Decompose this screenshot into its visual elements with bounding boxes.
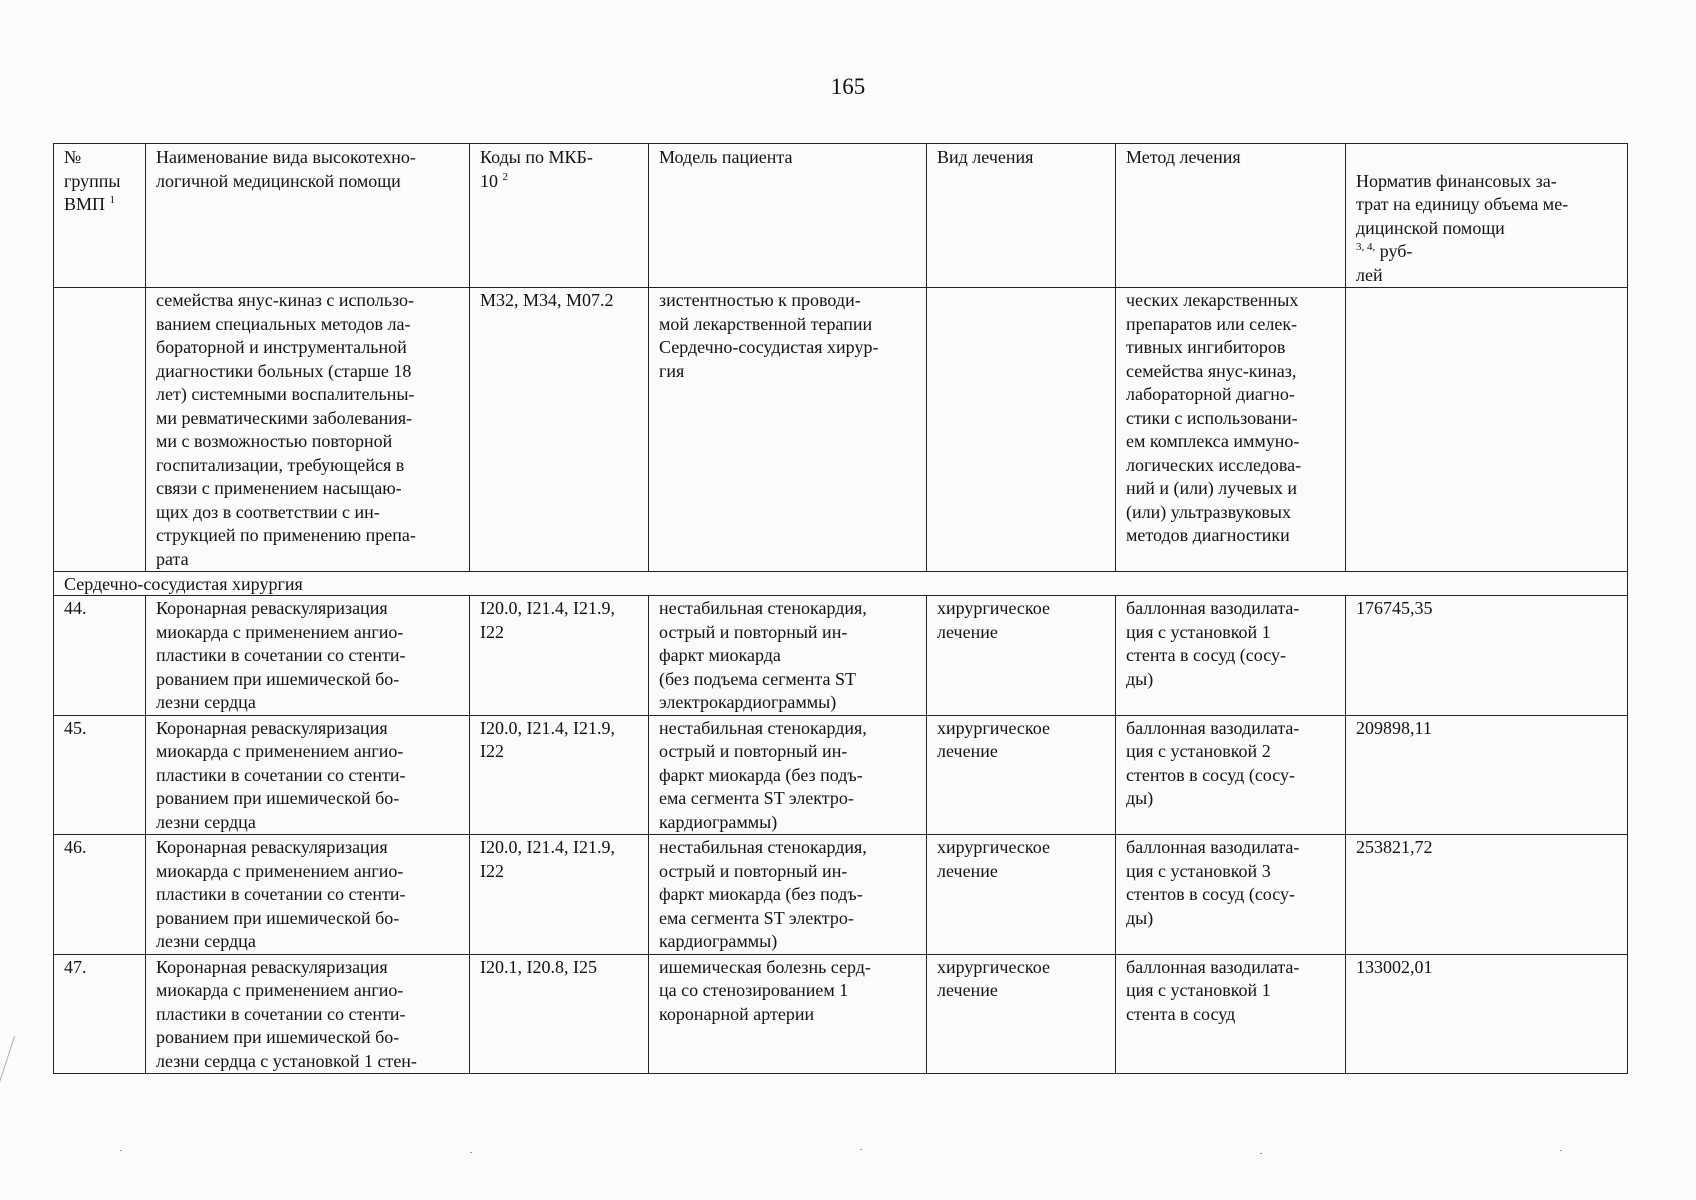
continuation-row bbox=[54, 288, 1628, 572]
header-norm: Норматив финансовых за- трат на единицу объема ме- дицинской помощи $^{3, 4,}$ руб- лей bbox=[1346, 144, 1628, 288]
header-treatment-type: Вид лечения bbox=[927, 144, 1116, 288]
section-row bbox=[54, 572, 1628, 596]
scan-speck bbox=[860, 1149, 862, 1150]
scan-artifact-mark bbox=[0, 1036, 33, 1086]
group-number: 46. bbox=[54, 835, 146, 955]
header-group-number: № группы ВМП $^1$ bbox=[54, 144, 146, 288]
page-number: 165 bbox=[830, 74, 866, 99]
icd-codes: I20.0, I21.4, I21.9, I22 bbox=[470, 596, 649, 716]
group-number: 45. bbox=[54, 715, 146, 835]
care-name: Коронарная реваскуляризация миокарда с применением ангио- пластики в сочетании со стенти- рованием при ишемической бо- лезни сердца bbox=[146, 715, 470, 835]
cost-norm: 133002,01 bbox=[1346, 954, 1628, 1074]
scan-speck bbox=[120, 1150, 122, 1151]
icd-codes: I20.1, I20.8, I25 bbox=[470, 954, 649, 1074]
cost-norm: 253821,72 bbox=[1346, 835, 1628, 955]
table-row bbox=[54, 715, 1628, 835]
continuation-number bbox=[54, 288, 146, 572]
continuation-type bbox=[927, 288, 1116, 572]
care-name: Коронарная реваскуляризация миокарда с применением ангио- пластики в сочетании со стенти- рованием при ишемической бо- лезни сердца с установкой 1 стен- bbox=[146, 954, 470, 1074]
group-number: 47. bbox=[54, 954, 146, 1074]
patient-model: ишемическая болезнь серд- ца со стенозированием 1 коронарной артерии bbox=[649, 954, 927, 1074]
icd-codes: I20.0, I21.4, I21.9, I22 bbox=[470, 835, 649, 955]
continuation-method: ческих лекарственных препаратов или селек- тивных ингибиторов семейства янус-киназ, лабораторной диагно- стики с использовани- ем комплекса иммуно- логических исследова- ний и (или) лучевых и (или) ультразвуковых методов диагностики bbox=[1116, 288, 1346, 572]
treatment-type: хирургическое лечение bbox=[927, 715, 1116, 835]
continuation-codes: M32, M34, M07.2 bbox=[470, 288, 649, 572]
patient-model: нестабильная стенокардия, острый и повторный ин- фаркт миокарда (без подъ- ема сегмента ST электро- кардиограммы) bbox=[649, 715, 927, 835]
patient-model: нестабильная стенокардия, острый и повторный ин- фаркт миокарда (без подъ- ема сегмента ST электро- кардиограммы) bbox=[649, 835, 927, 955]
table-row bbox=[54, 954, 1628, 1074]
care-name: Коронарная реваскуляризация миокарда с применением ангио- пластики в сочетании со стенти- рованием при ишемической бо- лезни сердца bbox=[146, 835, 470, 955]
header-row bbox=[54, 144, 1628, 288]
table-row bbox=[54, 596, 1628, 716]
continuation-model: зистентностью к проводи- мой лекарственной терапии Сердечно-сосудистая хирур- гия bbox=[649, 288, 927, 572]
treatment-method: баллонная вазодилата- ция с установкой 3 стентов в сосуд (сосу- ды) bbox=[1116, 835, 1346, 955]
treatment-type: хирургическое лечение bbox=[927, 596, 1116, 716]
treatment-method: баллонная вазодилата- ция с установкой 1 стента в сосуд bbox=[1116, 954, 1346, 1074]
continuation-norm bbox=[1346, 288, 1628, 572]
treatment-type: хирургическое лечение bbox=[927, 954, 1116, 1074]
icd-codes: I20.0, I21.4, I21.9, I22 bbox=[470, 715, 649, 835]
patient-model: нестабильная стенокардия, острый и повторный ин- фаркт миокарда (без подъема сегмента ST электрокардиограммы) bbox=[649, 596, 927, 716]
header-method: Метод лечения bbox=[1116, 144, 1346, 288]
header-model: Модель пациента bbox=[649, 144, 927, 288]
cost-norm: 176745,35 bbox=[1346, 596, 1628, 716]
section-title: Сердечно-сосудистая хирургия bbox=[54, 572, 1628, 596]
group-number: 44. bbox=[54, 596, 146, 716]
vmp-table bbox=[53, 143, 1628, 1074]
scan-speck bbox=[470, 1152, 472, 1153]
scan-speck bbox=[1260, 1153, 1262, 1154]
continuation-name: семейства янус-киназ с использо- ванием специальных методов ла- бораторной и инструментальной диагностики больных (старше 18 лет) системными воспалительны- ми ревматическими заболевания- ми с возможностью повторной госпитализации, требующейся в связи с применением насыщаю- щих доз в соответствии с ин- струкцией по применению препа- рата bbox=[146, 288, 470, 572]
header-name: Наименование вида высокотехно- логичной медицинской помощи bbox=[146, 144, 470, 288]
care-name: Коронарная реваскуляризация миокарда с применением ангио- пластики в сочетании со стенти- рованием при ишемической бо- лезни сердца bbox=[146, 596, 470, 716]
cost-norm: 209898,11 bbox=[1346, 715, 1628, 835]
treatment-type: хирургическое лечение bbox=[927, 835, 1116, 955]
table-row bbox=[54, 835, 1628, 955]
scan-speck bbox=[1560, 1150, 1562, 1151]
header-codes: Коды по МКБ- 10 $^2$ bbox=[470, 144, 649, 288]
treatment-method: баллонная вазодилата- ция с установкой 2 стентов в сосуд (сосу- ды) bbox=[1116, 715, 1346, 835]
treatment-method: баллонная вазодилата- ция с установкой 1 стента в сосуд (сосу- ды) bbox=[1116, 596, 1346, 716]
